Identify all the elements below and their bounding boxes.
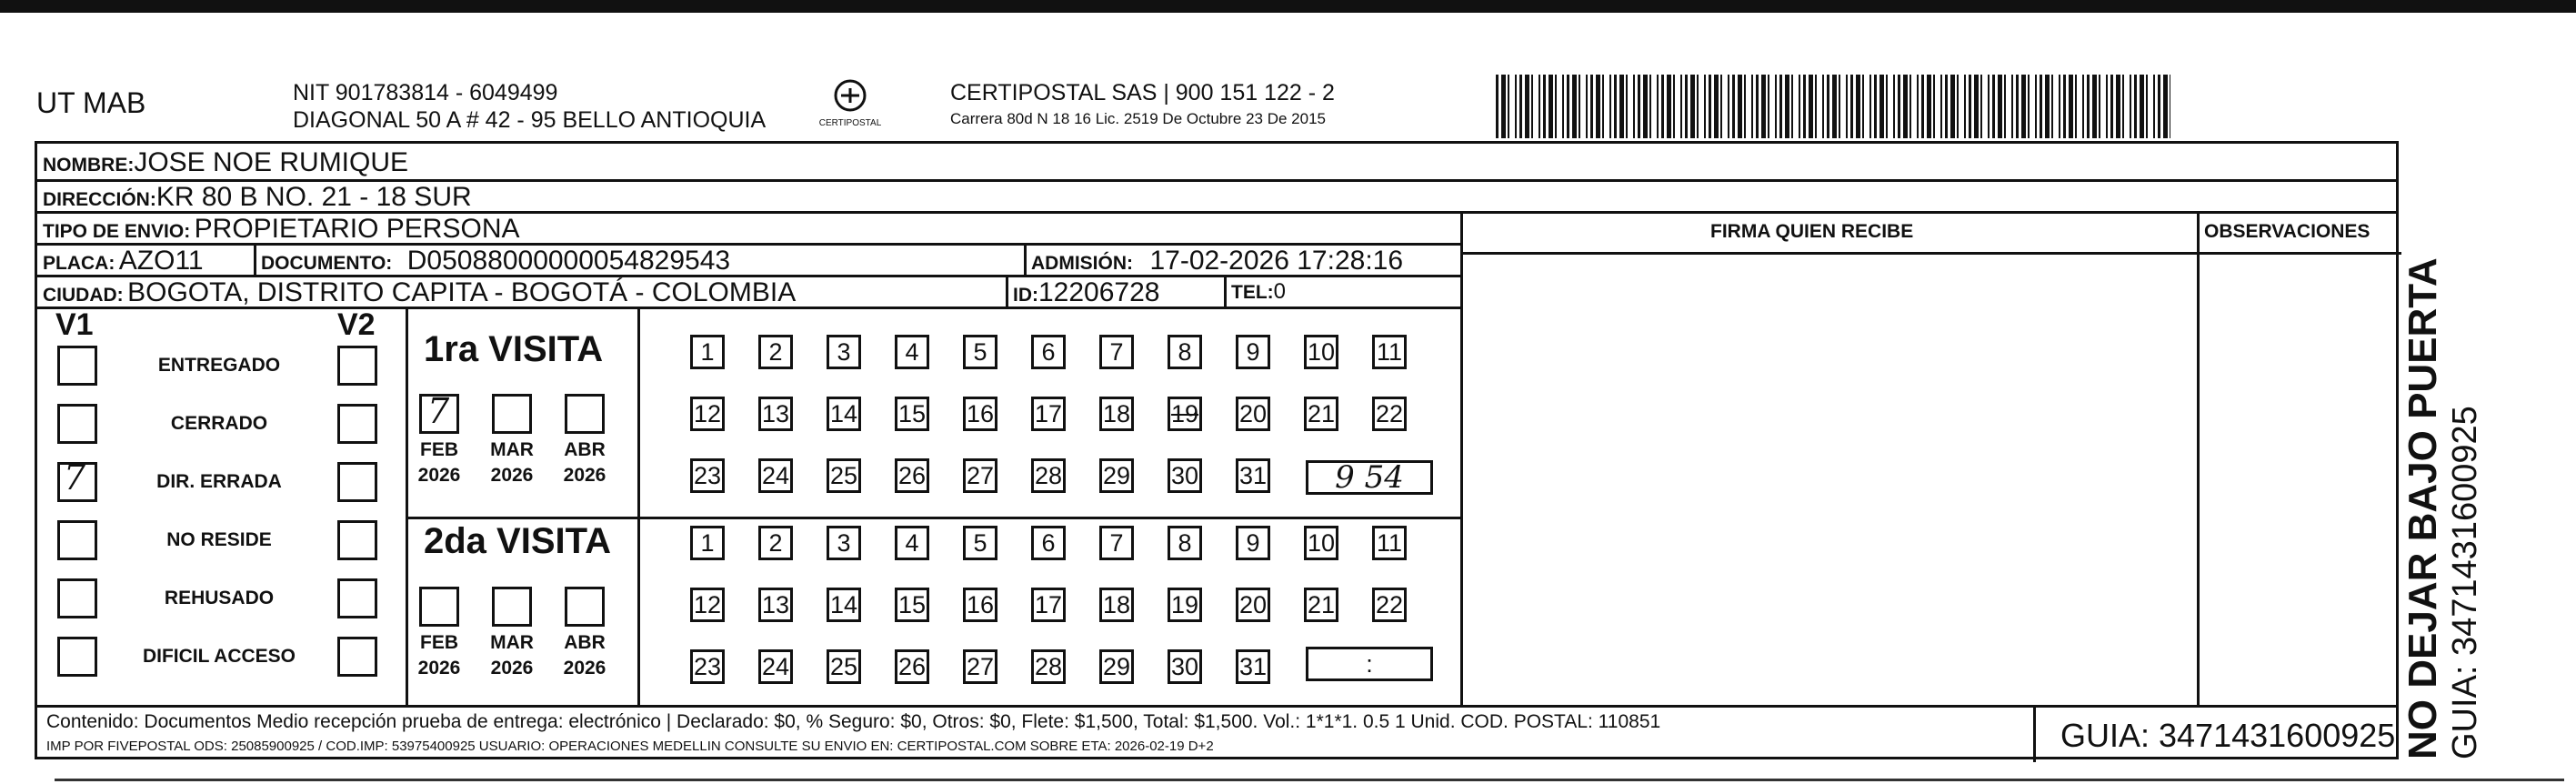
top-edge-bar xyxy=(0,0,2576,13)
day-box[interactable]: 15 xyxy=(895,397,929,431)
day-box[interactable]: 30 xyxy=(1168,649,1202,684)
day-box[interactable]: 13 xyxy=(758,588,793,622)
day-box[interactable]: 28 xyxy=(1031,649,1066,684)
day-box[interactable]: 9 xyxy=(1236,526,1270,560)
day-box[interactable]: 7 xyxy=(1099,335,1134,369)
first-visit-time[interactable]: 9 54 xyxy=(1306,460,1433,495)
side-notice xyxy=(2401,257,2484,759)
day-box[interactable]: 14 xyxy=(827,588,861,622)
observations-header: OBSERVACIONES xyxy=(2204,221,2371,242)
day-box[interactable]: 20 xyxy=(1236,588,1270,622)
day-box[interactable]: 25 xyxy=(827,649,861,684)
day-box[interactable]: 25 xyxy=(827,458,861,493)
v1-checkbox[interactable] xyxy=(57,520,97,560)
v2-checkbox[interactable] xyxy=(337,462,377,502)
tel-field: TEL:0 xyxy=(1231,279,1287,304)
guide-number: GUIA: 3471431600925 xyxy=(2060,717,2396,754)
day-box[interactable]: 14 xyxy=(827,397,861,431)
day-box[interactable]: 2 xyxy=(758,335,793,369)
v2-checkbox[interactable] xyxy=(337,637,377,677)
month-label: ABR 2026 xyxy=(563,632,606,678)
v2-checkbox[interactable] xyxy=(337,404,377,444)
status-option-label: DIR. ERRADA xyxy=(156,471,282,492)
day-box[interactable]: 1 xyxy=(690,526,725,560)
day-box[interactable]: 5 xyxy=(963,335,997,369)
v2-checkbox[interactable] xyxy=(337,346,377,386)
day-box[interactable]: 10 xyxy=(1304,526,1338,560)
day-box[interactable]: 18 xyxy=(1099,397,1134,431)
company-title: UT MAB xyxy=(36,86,146,119)
carrier-name: CERTIPOSTAL SAS | 900 151 122 - 2 xyxy=(950,80,1335,106)
side-guide-number: GUIA: 3471431600925 xyxy=(2446,406,2484,759)
day-box[interactable]: 31 xyxy=(1236,649,1270,684)
bottom-edge-line xyxy=(55,779,2564,781)
day-box[interactable]: 16 xyxy=(963,588,997,622)
day-box[interactable]: 15 xyxy=(895,588,929,622)
month-label: MAR 2026 xyxy=(490,632,534,678)
status-option-label: REHUSADO xyxy=(164,588,275,608)
day-box[interactable]: 22 xyxy=(1372,588,1407,622)
day-box[interactable]: 3 xyxy=(827,335,861,369)
day-box[interactable]: 24 xyxy=(758,458,793,493)
v1-checkbox[interactable] xyxy=(57,404,97,444)
day-box[interactable]: 9 xyxy=(1236,335,1270,369)
logo-text: CERTIPOSTAL xyxy=(818,118,882,128)
day-box[interactable]: 21 xyxy=(1304,588,1338,622)
day-box[interactable]: 17 xyxy=(1031,397,1066,431)
day-box[interactable]: 6 xyxy=(1031,335,1066,369)
day-box[interactable]: 26 xyxy=(895,649,929,684)
day-box[interactable]: 10 xyxy=(1304,335,1338,369)
day-box[interactable]: 16 xyxy=(963,397,997,431)
day-box[interactable]: 8 xyxy=(1168,335,1202,369)
check-mark: 7 xyxy=(427,391,450,431)
status-option-label: DIFICIL ACCESO xyxy=(142,646,296,667)
day-box[interactable]: 27 xyxy=(963,458,997,493)
v1-checkbox[interactable] xyxy=(57,578,97,618)
name-field: NOMBRE:JOSE NOE RUMIQUE xyxy=(43,147,409,177)
month-checkbox[interactable] xyxy=(492,587,532,627)
day-box[interactable]: 27 xyxy=(963,649,997,684)
month-label: MAR 2026 xyxy=(490,439,534,486)
day-box[interactable]: 13 xyxy=(758,397,793,431)
city-field: CIUDAD: BOGOTA, DISTRITO CAPITA - BOGOTÁ - COLOMBIA xyxy=(43,277,797,307)
sender-address: DIAGONAL 50 A # 42 - 95 BELLO ANTIOQUIA xyxy=(293,107,767,133)
v1-header: V1 xyxy=(55,307,94,342)
shipment-type-field: TIPO DE ENVIO: PROPIETARIO PERSONA xyxy=(43,214,520,244)
day-box[interactable]: 3 xyxy=(827,526,861,560)
day-box[interactable]: 31 xyxy=(1236,458,1270,493)
first-visit-title: 1ra VISITA xyxy=(424,329,604,369)
print-info-line: IMP POR FIVEPOSTAL ODS: 25085900925 / COD.IMP: 53975400925 USUARIO: OPERACIONES MEDELLIN CONSULTE SU ENVIO EN: CERTIPOSTAL.COM SOBRE ETA: 2026-02-19 D+2 xyxy=(46,739,1214,754)
month-checkbox[interactable] xyxy=(419,587,459,627)
day-box[interactable]: 5 xyxy=(963,526,997,560)
month-checkbox[interactable] xyxy=(492,394,532,434)
id-field: ID:12206728 xyxy=(1013,277,1160,307)
day-box[interactable]: 29 xyxy=(1099,458,1134,493)
signature-header: FIRMA QUIEN RECIBE xyxy=(1710,221,1914,242)
day-box[interactable]: 19 xyxy=(1168,588,1202,622)
day-box[interactable]: 7 xyxy=(1099,526,1134,560)
address-field: DIRECCIÓN:KR 80 B NO. 21 - 18 SUR xyxy=(43,182,472,212)
day-box[interactable]: 1 xyxy=(690,335,725,369)
day-box[interactable]: 29 xyxy=(1099,649,1134,684)
check-mark: 7 xyxy=(64,457,86,498)
v1-checkbox[interactable] xyxy=(57,346,97,386)
day-box[interactable]: 12 xyxy=(690,588,725,622)
plate-field: PLACA: AZO11 xyxy=(43,246,204,276)
day-box[interactable]: 26 xyxy=(895,458,929,493)
day-box[interactable]: 24 xyxy=(758,649,793,684)
carrier-logo xyxy=(814,77,887,128)
day-box[interactable]: 2 xyxy=(758,526,793,560)
day-box[interactable]: 4 xyxy=(895,335,929,369)
day-box[interactable]: 20 xyxy=(1236,397,1270,431)
month-label: FEB 2026 xyxy=(417,439,461,486)
barcode xyxy=(1496,75,2170,138)
status-option-label: CERRADO xyxy=(170,413,268,434)
month-label: ABR 2026 xyxy=(563,439,606,486)
month-checkbox[interactable] xyxy=(565,587,605,627)
month-checkbox[interactable] xyxy=(565,394,605,434)
day-box[interactable]: 22 xyxy=(1372,397,1407,431)
carrier-license: Carrera 80d N 18 16 Lic. 2519 De Octubre 23 De 2015 xyxy=(950,110,1326,127)
v1-checkbox[interactable] xyxy=(57,457,97,502)
v2-header: V2 xyxy=(337,307,376,342)
status-option-label: ENTREGADO xyxy=(157,355,281,376)
second-visit-time[interactable]: : xyxy=(1306,647,1433,681)
second-visit-title: 2da VISITA xyxy=(424,521,611,561)
delivery-form xyxy=(35,141,2399,759)
sender-nit: NIT 901783814 - 6049499 xyxy=(293,80,558,106)
status-option-label: NO RESIDE xyxy=(166,529,272,550)
day-box[interactable]: 4 xyxy=(895,526,929,560)
contents-line: Contenido: Documentos Medio recepción prueba de entrega: electrónico | Declarado: $0, % Seguro: $0, Otros: $0, Flete: $1,500, Total: $1,500. Vol.: 1*1*1. 0.5 1 Unid. COD. POSTAL: 110851 xyxy=(46,711,1661,732)
day-box[interactable]: 28 xyxy=(1031,458,1066,493)
day-box[interactable]: 18 xyxy=(1099,588,1134,622)
v1-checkbox[interactable] xyxy=(57,637,97,677)
day-box[interactable]: 17 xyxy=(1031,588,1066,622)
day-box[interactable]: 8 xyxy=(1168,526,1202,560)
day-box[interactable]: 11 xyxy=(1372,526,1407,560)
admission-field: ADMISIÓN: 17-02-2026 17:28:16 xyxy=(1031,246,1404,276)
day-box[interactable]: 11 xyxy=(1372,335,1407,369)
month-label: FEB 2026 xyxy=(417,632,461,678)
day-box[interactable]: 6 xyxy=(1031,526,1066,560)
v2-checkbox[interactable] xyxy=(337,578,377,618)
document-field: DOCUMENTO: D05088000000054829543 xyxy=(261,246,731,276)
day-box[interactable]: 23 xyxy=(690,458,725,493)
logo-icon xyxy=(832,77,868,114)
month-checkbox[interactable] xyxy=(419,391,459,434)
day-box[interactable]: 30 xyxy=(1168,458,1202,493)
day-box[interactable]: 23 xyxy=(690,649,725,684)
day-box[interactable]: 12 xyxy=(690,397,725,431)
v2-checkbox[interactable] xyxy=(337,520,377,560)
do-not-leave-text: NO DEJAR BAJO PUERTA xyxy=(2401,257,2445,759)
day-box[interactable]: 21 xyxy=(1304,397,1338,431)
day-box[interactable]: 19 xyxy=(1168,397,1202,431)
